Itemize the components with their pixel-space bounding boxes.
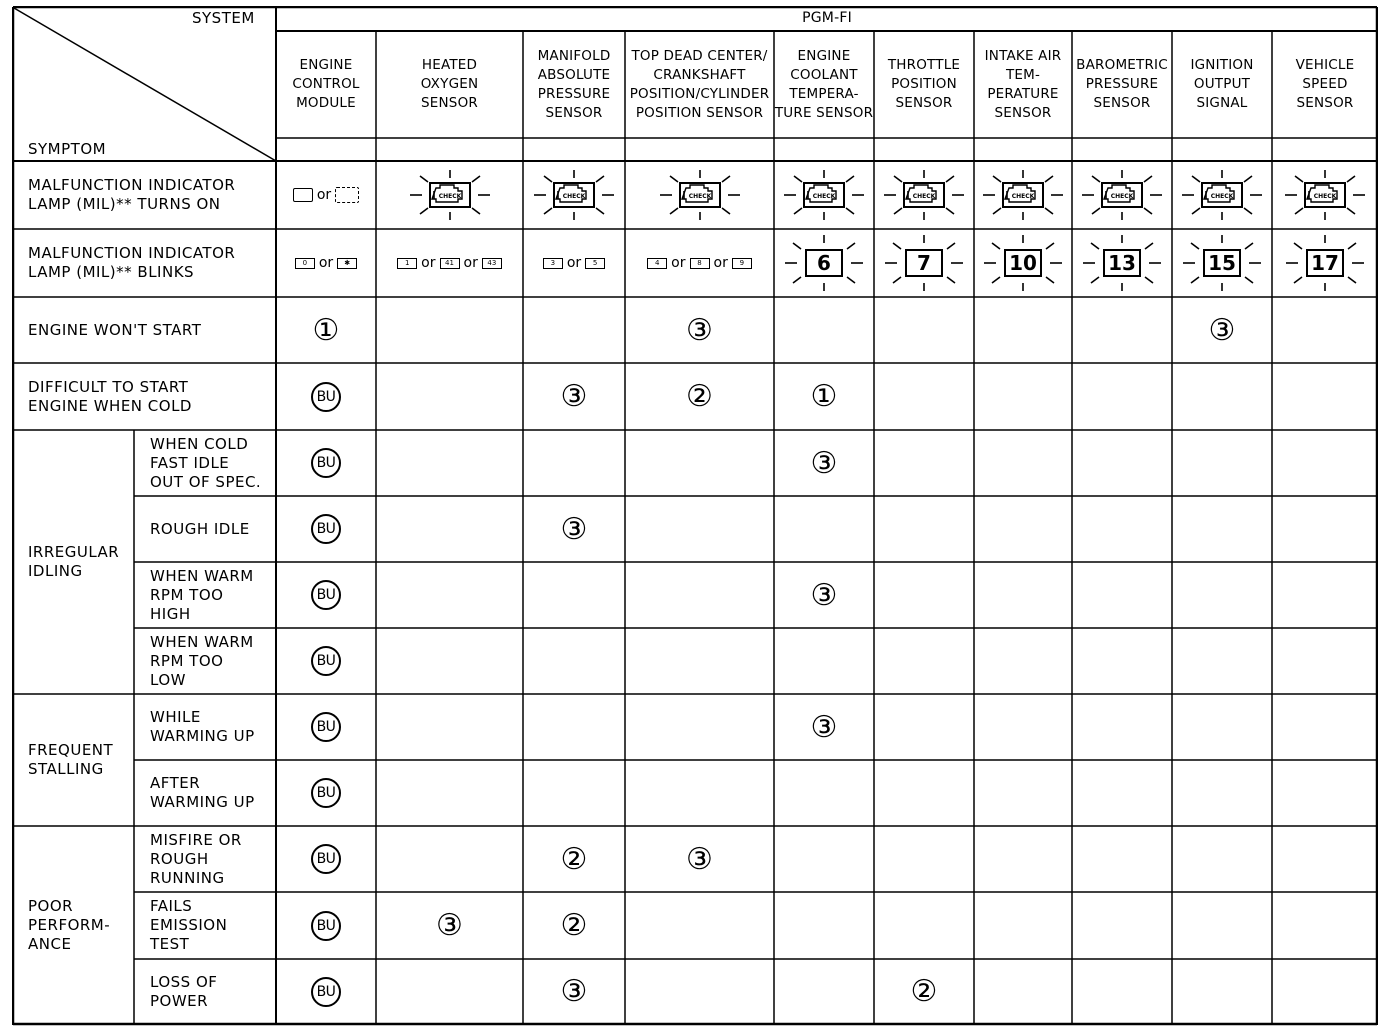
backup-mark: BU	[311, 448, 341, 478]
column-header: MANIFOLD ABSOLUTE PRESSURE SENSOR	[537, 47, 611, 121]
symptom-mark-cell	[874, 892, 974, 959]
symptom-label: AFTER WARMING UP	[150, 774, 255, 811]
mil-on-cell	[1172, 161, 1272, 229]
svg-text:CHECK: CHECK	[812, 193, 836, 200]
symptom-mark-cell	[523, 496, 625, 562]
symptom-mark-cell	[974, 363, 1072, 430]
symptom-mark-cell	[874, 694, 974, 760]
group-poor-performance: POOR PERFORM- ANCE	[28, 896, 111, 953]
symptom-mark-cell	[1172, 562, 1272, 628]
symptom-label: LOSS OF POWER	[150, 972, 218, 1010]
column-header: VEHICLE SPEED SENSOR	[1295, 57, 1355, 111]
mil-blink-code-cell	[1172, 229, 1272, 297]
symptom-mark-cell	[974, 826, 1072, 892]
symptom-mark-cell	[774, 892, 874, 959]
blink-code-options	[647, 255, 752, 271]
blink-code-number: 10	[1004, 249, 1042, 277]
symptom-mark-cell	[974, 562, 1072, 628]
symptom-label: ROUGH IDLE	[150, 519, 250, 538]
symptom-mark-cell	[625, 760, 774, 826]
symptom-mark-cell	[874, 496, 974, 562]
symptom-mark-cell	[376, 496, 523, 562]
blink-code-options	[295, 255, 357, 271]
mil-blink-code-cell	[974, 229, 1072, 297]
troubleshooting-chart	[12, 6, 1378, 1026]
symptom-mark-cell	[625, 959, 774, 1024]
symptom-mark-cell	[625, 430, 774, 496]
symptom-mark-cell	[974, 959, 1072, 1024]
symptom-mark-cell	[1272, 959, 1378, 1024]
symptom-mark-cell	[376, 562, 523, 628]
mil-blinks-label: MALFUNCTION INDICATOR LAMP (MIL)** BLINKS	[28, 244, 236, 281]
symptom-mark-cell	[1172, 496, 1272, 562]
symptom-mark-cell	[974, 628, 1072, 694]
symptom-mark-cell	[874, 297, 974, 363]
backup-mark: BU	[311, 911, 341, 941]
group-frequent-stalling: FREQUENT STALLING	[28, 741, 114, 778]
or-text: or	[463, 255, 478, 271]
or-text: or	[421, 255, 436, 271]
symptom-mark-cell	[625, 496, 774, 562]
small-blink-code: 3	[543, 258, 563, 269]
symptom-mark-cell	[774, 363, 874, 430]
symptom-mark-cell	[774, 628, 874, 694]
priority-mark: ③	[1208, 312, 1236, 348]
or-text: or	[316, 187, 332, 203]
backup-mark: BU	[311, 844, 341, 874]
svg-text:CHECK: CHECK	[562, 193, 586, 200]
symptom-mark-cell	[276, 760, 376, 826]
column-header: ENGINE COOLANT TEMPERA- TURE SENSOR	[774, 47, 874, 121]
symptom-mark-cell	[1272, 760, 1378, 826]
symptom-mark-cell	[874, 363, 974, 430]
or-text: or	[318, 255, 334, 271]
priority-mark: ③	[436, 908, 463, 943]
check-engine-lamp-icon	[406, 168, 494, 222]
check-engine-lamp-icon	[1078, 168, 1166, 222]
column-header: THROTTLE POSITION SENSOR	[887, 57, 961, 111]
svg-text:CHECK: CHECK	[1011, 193, 1035, 200]
symptom-mark-cell	[376, 628, 523, 694]
small-blink-code: 9	[732, 258, 752, 269]
symptom-mark-cell	[774, 297, 874, 363]
symptom-mark-cell	[774, 496, 874, 562]
symptom-mark-cell	[376, 363, 523, 430]
symptom-mark-cell	[1272, 826, 1378, 892]
symptom-label: WHILE WARMING UP	[150, 708, 255, 745]
small-blink-code: 5	[585, 258, 605, 269]
symptom-mark-cell	[523, 892, 625, 959]
symptom-mark-cell	[1072, 628, 1172, 694]
priority-mark: ②	[560, 908, 588, 943]
mil-blink-small-cell	[523, 229, 625, 297]
symptom-mark-cell	[1272, 562, 1378, 628]
symptom-mark-cell	[276, 694, 376, 760]
backup-mark: BU	[311, 977, 341, 1007]
symptom-mark-cell	[276, 959, 376, 1024]
symptom-mark-cell	[523, 760, 625, 826]
symptom-mark-cell	[774, 430, 874, 496]
blink-code-number: 6	[805, 249, 843, 277]
mil-on-ecm-cell	[276, 161, 376, 229]
small-blink-code: 41	[440, 258, 460, 269]
symptom-mark-cell	[1172, 760, 1272, 826]
symptom-mark-cell	[974, 694, 1072, 760]
corner-diagonal	[14, 8, 276, 161]
mil-on-cell	[874, 161, 974, 229]
column-header: HEATED OXYGEN SENSOR	[420, 57, 479, 111]
small-blink-code: 43	[482, 258, 502, 269]
group-irregular-idling: IRREGULAR IDLING	[28, 543, 120, 580]
symptom-mark-cell	[625, 826, 774, 892]
corner-symptom-label: SYMPTOM	[28, 140, 107, 158]
symptom-mark-cell	[523, 297, 625, 363]
mil-on-cell	[523, 161, 625, 229]
symptom-mark-cell	[1172, 892, 1272, 959]
blink-code-options	[543, 255, 605, 271]
svg-text:CHECK: CHECK	[688, 193, 711, 200]
symptom-mark-cell	[376, 959, 523, 1024]
symptom-mark-cell	[276, 562, 376, 628]
mil-blink-small-cell	[276, 229, 376, 297]
blink-code-options	[397, 255, 502, 271]
blink-code-number: 17	[1306, 249, 1344, 277]
symptom-mark-cell	[874, 628, 974, 694]
symptom-mark-cell	[276, 892, 376, 959]
backup-mark: BU	[311, 514, 341, 544]
mil-blink-small-cell	[625, 229, 774, 297]
blink-code-wrap	[1177, 233, 1267, 293]
symptom-mark-cell	[1272, 430, 1378, 496]
symptom-mark-cell	[625, 628, 774, 694]
symptom-mark-cell	[376, 297, 523, 363]
symptom-mark-cell	[523, 959, 625, 1024]
mil-on-cell	[1072, 161, 1172, 229]
symptom-mark-cell	[874, 760, 974, 826]
symptom-mark-cell	[1172, 363, 1272, 430]
priority-mark: ③	[560, 974, 588, 1009]
small-blink-code: 0	[295, 258, 315, 269]
symptom-mark-cell	[974, 430, 1072, 496]
blink-code-wrap	[879, 233, 969, 293]
symptom-mark-cell	[523, 694, 625, 760]
priority-mark: ③	[810, 709, 838, 745]
symptom-mark-cell	[1272, 694, 1378, 760]
symptom-mark-cell	[874, 826, 974, 892]
column-header: INTAKE AIR TEM- PERATURE SENSOR	[984, 47, 1062, 121]
priority-mark: ①	[810, 379, 838, 414]
blink-code-wrap	[1280, 233, 1370, 293]
symptom-mark-cell	[1272, 297, 1378, 363]
symptom-mark-cell	[1072, 959, 1172, 1024]
symptom-label: WHEN COLD FAST IDLE OUT OF SPEC.	[150, 434, 262, 491]
symptom-mark-cell	[874, 562, 974, 628]
mil-on-cell	[974, 161, 1072, 229]
mil-blink-code-cell	[774, 229, 874, 297]
symptom-label: WHEN WARM RPM TOO LOW	[150, 632, 254, 689]
check-engine-lamp-icon	[530, 168, 618, 222]
symptom-mark-cell	[276, 363, 376, 430]
symptom-label: FAILS EMISSION TEST	[150, 897, 228, 953]
symptom-mark-cell	[1072, 760, 1172, 826]
symptom-mark-cell	[1172, 959, 1272, 1024]
mil-on-cell	[1272, 161, 1378, 229]
symptom-mark-cell	[874, 959, 974, 1024]
symptom-mark-cell	[376, 760, 523, 826]
check-engine-lamp-icon	[979, 168, 1067, 222]
backup-mark: BU	[311, 580, 341, 610]
priority-mark: ③	[810, 445, 838, 481]
symptom-mark-cell	[1272, 496, 1378, 562]
symptom-mark-cell	[625, 892, 774, 959]
svg-text:CHECK: CHECK	[912, 193, 936, 200]
symptom-label: WHEN WARM RPM TOO HIGH	[150, 566, 254, 623]
priority-mark: ③	[810, 577, 838, 613]
symptom-mark-cell	[376, 430, 523, 496]
symptom-mark-cell	[1172, 694, 1272, 760]
symptom-mark-cell	[874, 430, 974, 496]
symptom-mark-cell	[276, 430, 376, 496]
priority-mark: ②	[686, 379, 713, 414]
lamp-dim-icon	[335, 187, 359, 203]
symptom-mark-cell	[1072, 363, 1172, 430]
symptom-mark-cell	[1072, 430, 1172, 496]
blink-code-number: 15	[1203, 249, 1241, 277]
or-text: or	[671, 255, 686, 271]
symptom-mark-cell	[774, 562, 874, 628]
column-header: IGNITION OUTPUT SIGNAL	[1190, 57, 1254, 111]
symptom-mark-cell	[625, 562, 774, 628]
svg-text:CHECK: CHECK	[1313, 193, 1337, 200]
blink-code-wrap	[1077, 233, 1167, 293]
priority-mark: ③	[686, 312, 713, 348]
symptom-mark-cell	[276, 628, 376, 694]
mil-on-ecm-options	[293, 187, 359, 203]
blink-code-number: 13	[1103, 249, 1141, 277]
symptom-mark-cell	[523, 363, 625, 430]
or-text: or	[566, 255, 582, 271]
symptom-mark-cell	[1072, 826, 1172, 892]
symptom-mark-cell	[376, 694, 523, 760]
symptom-mark-cell	[974, 760, 1072, 826]
symptom-mark-cell	[1072, 694, 1172, 760]
small-blink-code: 1	[397, 258, 417, 269]
or-text: or	[713, 255, 728, 271]
mil-on-cell	[774, 161, 874, 229]
symptom-mark-cell	[1072, 496, 1172, 562]
check-engine-lamp-icon	[1178, 168, 1266, 222]
symptom-mark-cell	[1272, 892, 1378, 959]
mil-blink-code-cell	[874, 229, 974, 297]
symptom-mark-cell	[1272, 363, 1378, 430]
symptom-mark-cell	[1072, 297, 1172, 363]
lamp-off-icon	[293, 188, 313, 202]
symptom-mark-cell	[974, 892, 1072, 959]
small-blink-code: ✱	[337, 258, 357, 269]
symptom-mark-cell	[625, 363, 774, 430]
mil-on-cell	[625, 161, 774, 229]
mil-blink-code-cell	[1072, 229, 1172, 297]
blink-code-wrap	[978, 233, 1068, 293]
symptom-mark-cell	[376, 826, 523, 892]
symptom-mark-cell	[774, 694, 874, 760]
symptom-mark-cell	[974, 297, 1072, 363]
symptom-mark-cell	[974, 496, 1072, 562]
svg-text:CHECK: CHECK	[1210, 193, 1234, 200]
symptom-mark-cell	[625, 297, 774, 363]
symptom-mark-cell	[376, 892, 523, 959]
check-engine-lamp-icon	[880, 168, 968, 222]
column-header: ENGINE CONTROL MODULE	[292, 57, 360, 111]
priority-mark: ③	[560, 511, 588, 547]
priority-mark: ③	[560, 379, 588, 414]
symptom-mark-cell	[276, 496, 376, 562]
symptom-mark-cell	[1172, 628, 1272, 694]
check-engine-lamp-icon	[780, 168, 868, 222]
symptom-label: ENGINE WON'T START	[28, 320, 202, 339]
mil-on-label: MALFUNCTION INDICATOR LAMP (MIL)** TURNS ON	[28, 176, 236, 213]
blink-code-wrap	[779, 233, 869, 293]
symptom-mark-cell	[625, 694, 774, 760]
backup-mark: BU	[311, 646, 341, 676]
symptom-mark-cell	[1172, 430, 1272, 496]
symptom-mark-cell	[774, 826, 874, 892]
symptom-mark-cell	[1072, 562, 1172, 628]
symptom-label: DIFFICULT TO START ENGINE WHEN COLD	[28, 377, 192, 415]
column-header: BAROMETRIC PRESSURE SENSOR	[1076, 57, 1168, 111]
symptom-mark-cell	[1172, 826, 1272, 892]
symptom-mark-cell	[276, 297, 376, 363]
symptom-mark-cell	[523, 628, 625, 694]
group-header-pgm-fi: PGM-FI	[802, 10, 852, 26]
backup-mark: BU	[311, 712, 341, 742]
symptom-mark-cell	[523, 826, 625, 892]
blink-code-number: 7	[905, 249, 943, 277]
small-blink-code: 4	[647, 258, 667, 269]
symptom-mark-cell	[276, 826, 376, 892]
check-engine-lamp-icon	[1281, 168, 1369, 222]
svg-text:CHECK: CHECK	[438, 193, 461, 200]
symptom-label: MISFIRE OR ROUGH RUNNING	[150, 830, 242, 887]
backup-mark: BU	[311, 778, 341, 808]
symptom-mark-cell	[523, 562, 625, 628]
symptom-mark-cell	[1072, 892, 1172, 959]
backup-mark: BU	[311, 382, 341, 412]
symptom-mark-cell	[774, 959, 874, 1024]
priority-mark: ②	[910, 974, 938, 1009]
check-engine-lamp-icon	[656, 168, 744, 222]
corner-system-label: SYSTEM	[192, 9, 255, 27]
symptom-mark-cell	[774, 760, 874, 826]
svg-text:CHECK: CHECK	[1110, 193, 1134, 200]
priority-mark: ③	[686, 841, 713, 877]
column-header: TOP DEAD CENTER/ CRANKSHAFT POSITION/CYLINDER POSITION SENSOR	[629, 47, 770, 121]
priority-mark: ①	[312, 312, 340, 348]
mil-blink-code-cell	[1272, 229, 1378, 297]
symptom-mark-cell	[523, 430, 625, 496]
symptom-mark-cell	[1172, 297, 1272, 363]
small-blink-code: 8	[690, 258, 710, 269]
mil-on-cell	[376, 161, 523, 229]
symptom-mark-cell	[1272, 628, 1378, 694]
priority-mark: ②	[560, 841, 588, 877]
mil-blink-small-cell	[376, 229, 523, 297]
